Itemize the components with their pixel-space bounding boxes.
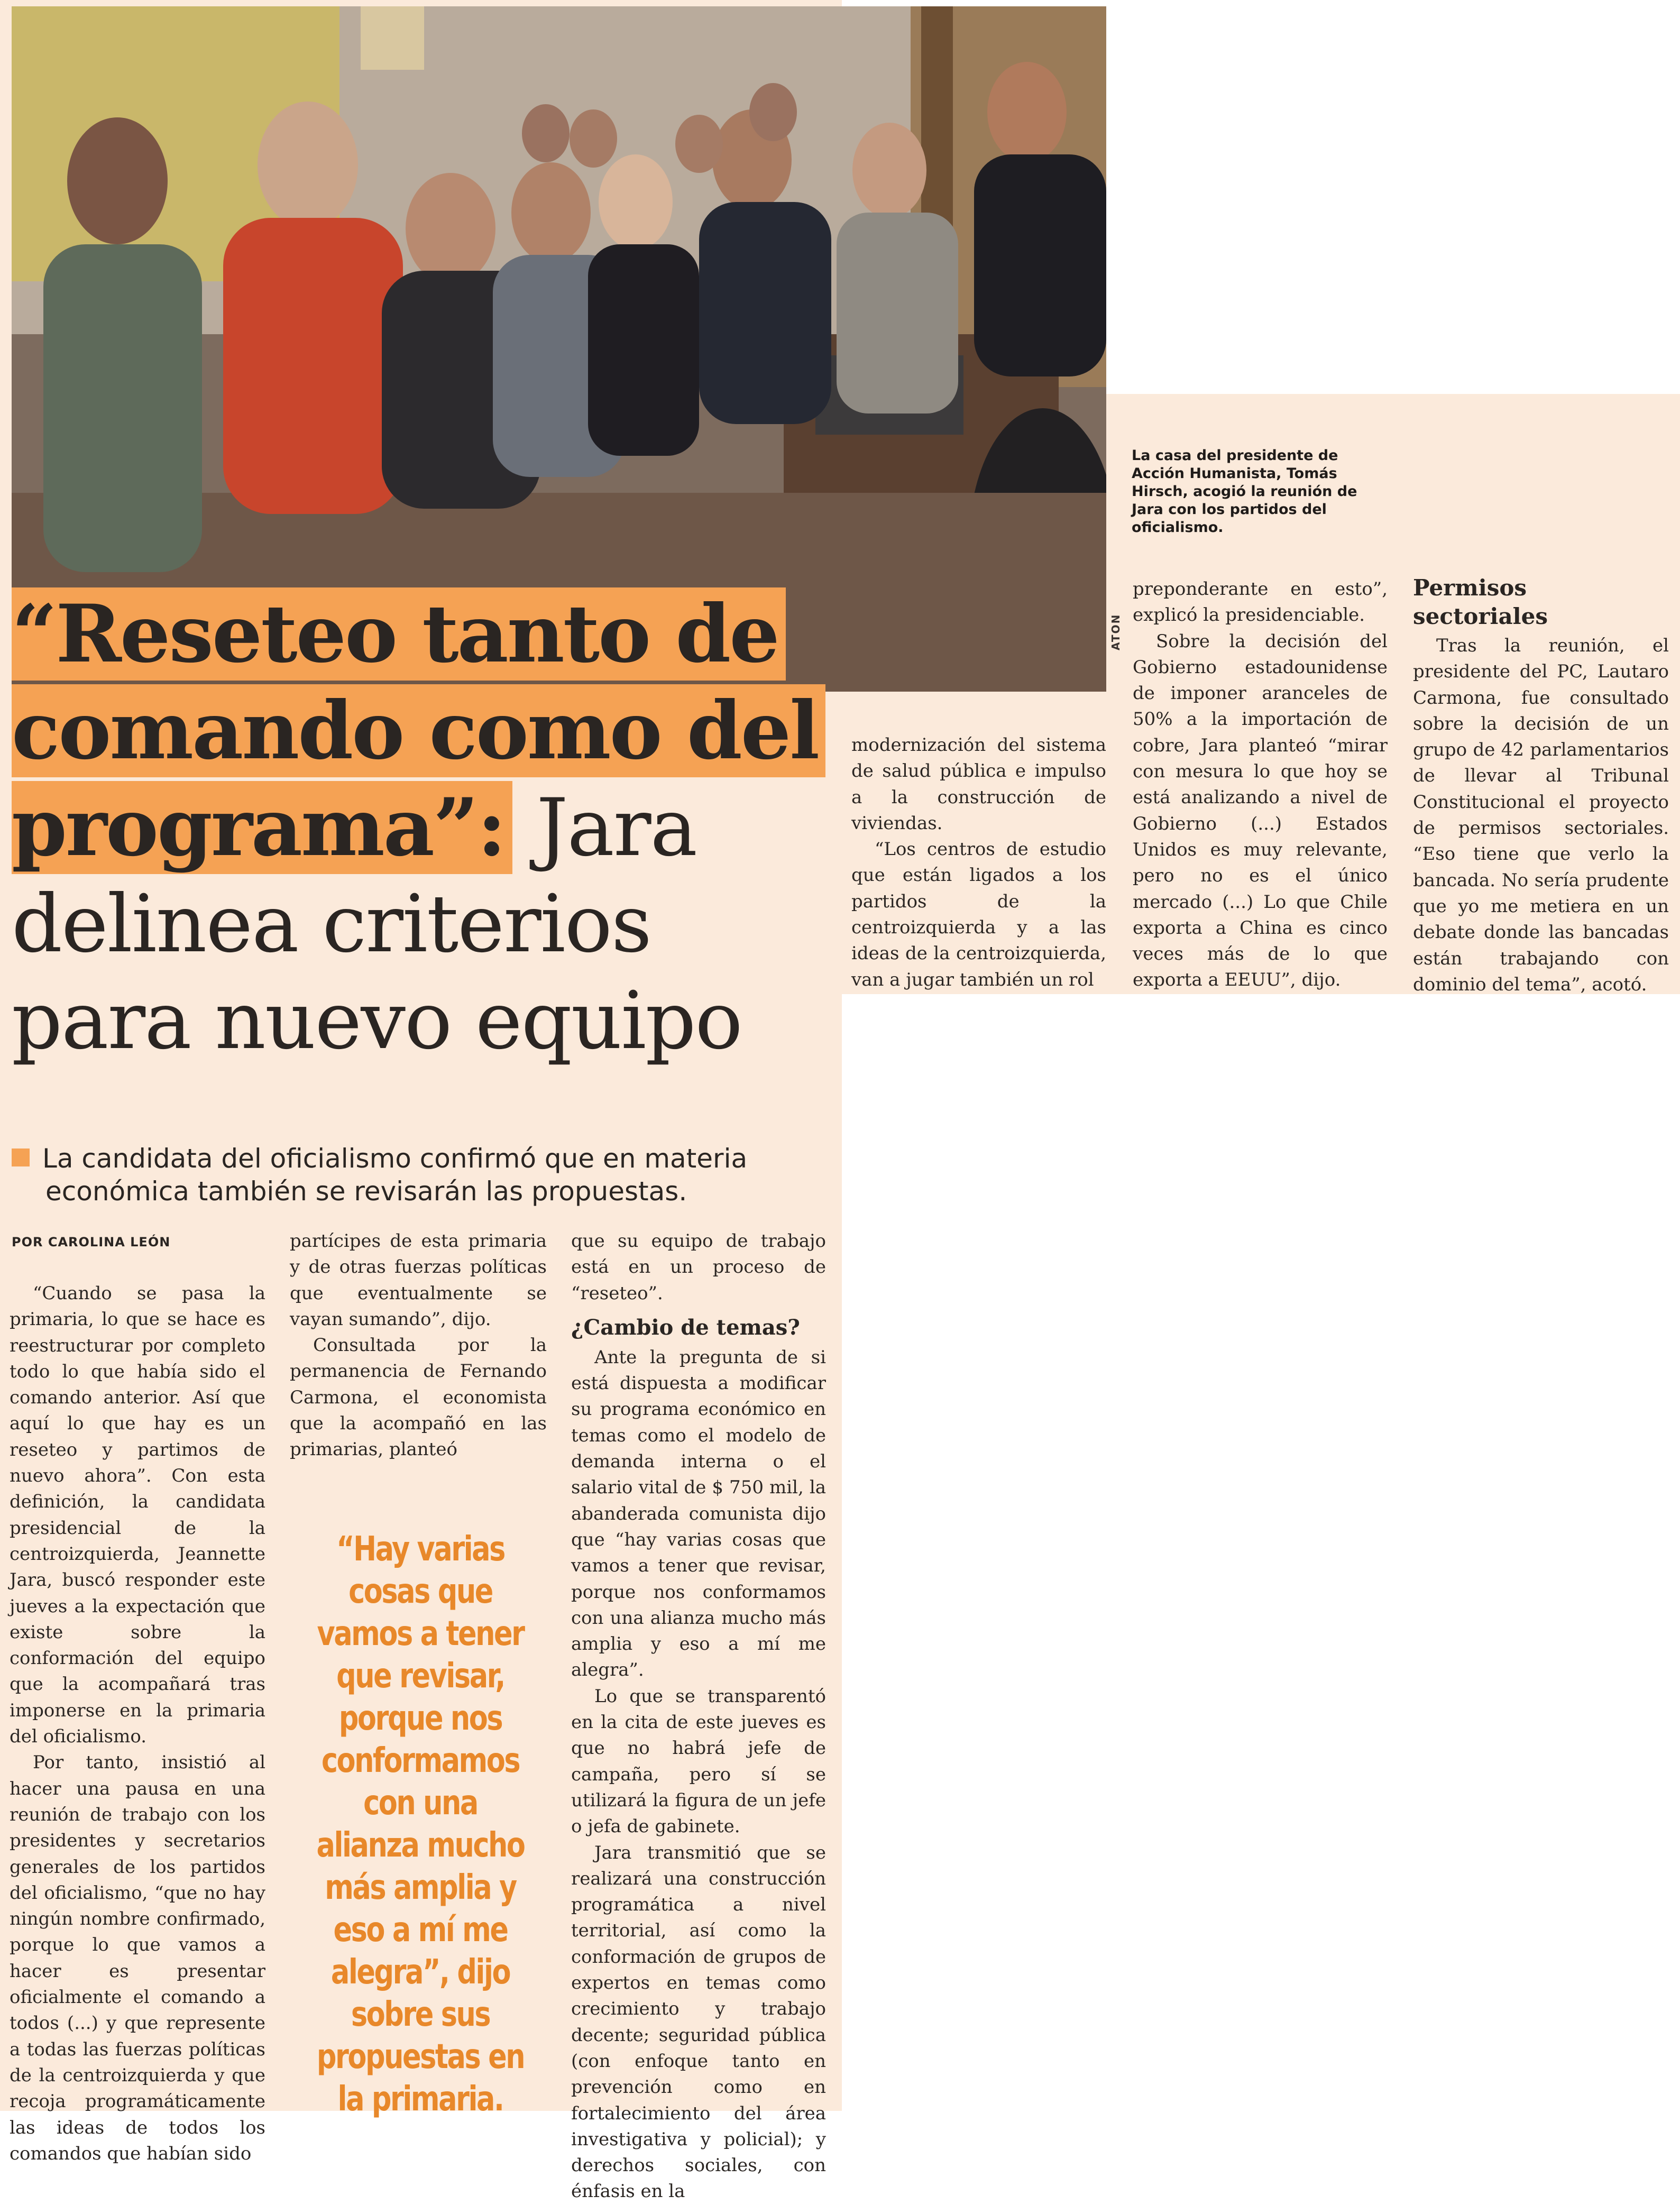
paragraph: modernización del sistema de salud pública e impulso a la construcción de viviendas. [851,734,1106,834]
paragraph: Consultada por la permanencia de Fernando Carmona, el economista que la acompañó en las primarias, planteó [290,1335,547,1460]
body-column-5 [1133,576,1388,994]
pull-quote: “Hay varias cosas que vamos a tener que revisar, porque nos conformamos con una alianza mucho más amplia y eso a mí me alegra”, dijo sobre sus propuestas en la primaria. [316,1530,525,2119]
paragraph: Ante la pregunta de si está dispuesta a modificar su programa económico en temas como el modelo de demanda interna o el salario vital de $ 750 mil, la abanderada comunista dijo que “hay varias cosas que vamos a tener que revisar, porque nos conformamos con una alianza mucho más amplia y eso a mí me alegra”. [571,1346,826,1681]
byline: POR CAROLINA LEÓN [12,1235,171,1250]
body-column-6 [1413,574,1669,998]
photo-credit: ATON [1109,613,1122,650]
headline-line-5: para nuevo equipo [12,975,742,1067]
paragraph: Lo que se transparentó en la cita de este jueves es que no habrá jefe de campaña, pero sí se utilizará la figura de un jefe o jefa de gabinete. [571,1685,826,1838]
subheadline [12,1142,826,1208]
paragraph: “Cuando se pasa la primaria, lo que se hace es reestructurar por completo todo lo que había sido el comando anterior. Así que aquí lo que hay es un reseteo y partimos de nuevo ahora”. Con esta definición, la candidata presidencial de la centroizquierda, Jeannette Jara, buscó responder este jueves a la expectación que existe sobre la conformación del equipo que la acompañará tras imponerse en la primaria del oficialismo. [10,1283,265,1748]
paragraph: que su equipo de trabajo está en un proceso de “reseteo”. [571,1230,826,1304]
paragraph: Por tanto, insistió al hacer una pausa en una reunión de trabajo con los presidentes y secretarios generales de los partidos del oficialismo, “que no hay ningún nombre confirmado, porque lo que vamos a hacer es presentar oficialmente el comando a todos (...) y que represente a todas las fuerzas políticas de la centroizquierda y que recoja programáticamente las ideas de todos los comandos que habían sido [10,1752,265,2164]
headline-line-1: “Reseteo tanto de [12,587,786,681]
section-heading: ¿Cambio de temas? [571,1315,800,1340]
subheadline-line-1: La candidata del oficialismo confirmó que en materia [42,1143,748,1174]
section-heading: Permisos sectoriales [1413,575,1548,629]
paragraph: “Los centros de estudio que están ligados a los partidos de la centroizquierda y a las ideas de la centroizquierda, van a jugar también un rol [851,839,1106,990]
paragraph: partícipes de esta primaria y de otras fuerzas políticas que eventualmente se vayan sumando”, dijo. [290,1230,547,1330]
bullet-square-icon [12,1149,30,1166]
headline-line-4: delinea criterios [12,878,651,970]
subheadline-line-2: económica también se revisarán las propuestas. [45,1176,687,1207]
paragraph: Tras la reunión, el presidente del PC, Lautaro Carmona, fue consultado sobre la decisión de un grupo de 42 parlamentarios de llevar al Tribunal Constitucional el proyecto de permisos sectoriales. “Eso tiene que verlo la bancada. No sería prudente que yo me metiera en un debate donde las bancadas están trabajando con dominio del tema”, acotó. [1413,635,1669,995]
paragraph: preponderante en esto”, explicó la presidenciable. [1133,578,1388,626]
headline [12,586,837,1070]
headline-line-3-bold: programa”: [12,781,512,874]
photo-caption: La casa del presidente de Acción Humanista, Tomás Hirsch, acogió la reunión de Jara con los partidos del oficialismo. [1132,447,1357,536]
headline-line-2: comando como del [12,684,825,777]
body-column-1 [10,1281,265,2167]
paragraph: Sobre la decisión del Gobierno estadounidense de imponer aranceles de 50% a la importación de cobre, Jara planteó “mirar con mesura lo que hoy se está analizando a nivel de Gobierno (...) Estados Unidos es muy relevante, pero no es el único mercado (...) Lo que Chile exporta a China es cinco veces más de lo que exporta a EEUU”, dijo. [1133,630,1388,991]
headline-line-3-light: Jara [512,782,696,874]
body-column-4 [851,732,1106,993]
body-column-3 [571,1228,826,2205]
body-column-2 [290,1228,547,1463]
paragraph: Jara transmitió que se realizará una construcción programática a nivel territorial, así como la conformación de grupos de expertos en temas como crecimiento y trabajo decente; seguridad pública (con enfoque tanto en prevención como en fortalecimiento del área investigativa y policial); y derechos sociales, con énfasis en la [571,1842,826,2202]
